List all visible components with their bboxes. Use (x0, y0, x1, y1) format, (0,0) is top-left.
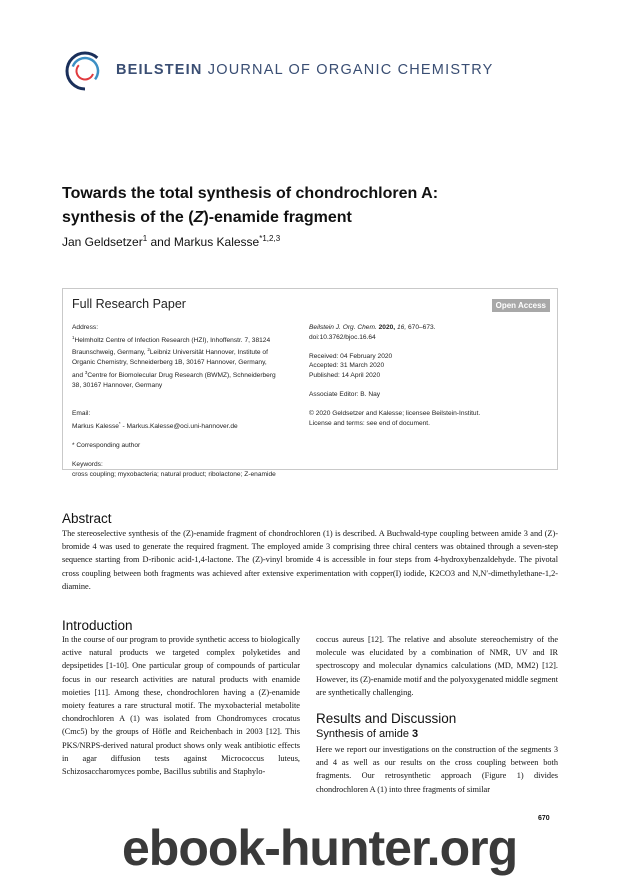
license: License and terms: see end of document. (309, 419, 430, 427)
doi-link[interactable]: doi:10.3762/bjoc.16.64 (309, 333, 376, 341)
abstract-text: The stereoselective synthesis of the (Z)-enamide fragment of chondrochloren (1) is described. A Buchwald-type coupling between amide 3 and (Z)-bromide 4 was used to generate the required fragment. The employed amide 3 comprising three chiral centers was obtained through a seven-step sequence starting from D-ribonic acid-1,4-lactone. The (Z)-vinyl bromide 4 is accessible in four steps from 4-hydroxybenzaldehyde. The pivotal cross coupling between both fragments was achieved after extensive experimentation with copper(I) iodide, K2CO3 and N,N′-dimethylethane-1,2-diamine. (62, 529, 558, 591)
address-line: Helmholtz Centre of Infection Research (HZI), Inhoffenstr. 7, 38124 (74, 336, 271, 344)
introduction-continuation: coccus aureus [12]. The relative and absolute stereochemistry of the molecule was elucidated by a combination of NMR, UV and IR spectroscopy and molecular dynamics calculations (MD, MM2) [12]. However, its (Z)-enamide motif and the polyoxygenated middle segment are synthetically challenging. (316, 635, 558, 697)
affil-sup-2: 2 (147, 347, 150, 353)
affil-sup-1: 1 (72, 334, 75, 340)
watermark: ebook-hunter.org (122, 820, 518, 876)
address-line: 38, 30167 Hannover, Germany (72, 381, 163, 389)
email-name: Markus Kalesse (72, 423, 119, 431)
title-line-2-post: )-enamide fragment (203, 209, 352, 226)
author-2: and Markus Kalesse (147, 235, 260, 249)
introduction-heading: Introduction (62, 618, 133, 633)
journal-name (116, 62, 494, 78)
synthesis-subheading-text: Synthesis of amide (316, 728, 412, 740)
accepted-date: Accepted: 31 March 2020 (309, 362, 385, 370)
citation-volume: 16, (397, 324, 407, 331)
citation (309, 323, 549, 333)
author-1: Jan Geldsetzer (62, 235, 143, 249)
address-label: Address: (72, 324, 99, 331)
email-address-link[interactable]: - Markus.Kalesse@oci.uni-hannover.de (120, 423, 238, 431)
affiliations-column (72, 323, 308, 480)
address (72, 333, 308, 391)
published-date: Published: 14 April 2020 (309, 371, 381, 379)
synthesis-subheading (316, 728, 418, 740)
address-line: and (72, 371, 85, 379)
results-text: Here we report our investigations on the construction of the segments 3 and 4 as well as our results on the cross coupling between both fragments. Our retrosynthetic approach (Figure 1) divides chondrochloren A (1) into three fragments of similar (316, 745, 558, 794)
open-access-badge: Open Access (492, 299, 550, 312)
address-line: Organic Chemistry, Schneiderberg 1B, 30167 Hannover, Germany, (72, 359, 267, 367)
author-list (62, 234, 280, 249)
keywords: cross coupling; myxobacteria; natural product; ribolactone; Z-enamide (72, 471, 276, 479)
synthesis-compound-number: 3 (412, 728, 419, 740)
affil-sup-3: 3 (84, 369, 88, 375)
address-line: Braunschweig, Germany, (72, 349, 148, 357)
author-1-affiliation: 1 (142, 234, 148, 243)
citation-year: 2020, (378, 324, 396, 331)
email-line (72, 419, 308, 432)
email-label: Email: (72, 410, 91, 418)
title-z: Z (193, 209, 204, 226)
journal-name-bold: BEILSTEIN (116, 62, 203, 78)
article-info-box (62, 288, 558, 479)
keywords-label: Keywords: (72, 461, 103, 469)
abstract-heading: Abstract (62, 511, 112, 526)
paper-title (62, 182, 562, 230)
page-number: 670 (538, 815, 550, 822)
citation-journal: Beilstein J. Org. Chem. (309, 324, 377, 331)
address-line: Leibniz Universität Hannover, Institute of (149, 349, 268, 357)
copyright: © 2020 Geldsetzer and Kalesse; licensee Beilstein-Institut. (309, 410, 481, 418)
received-date: Received: 04 February 2020 (309, 352, 393, 360)
journal-logo-icon (64, 50, 106, 92)
associate-editor: Associate Editor: B. Nay (309, 391, 381, 399)
introduction-text: In the course of our program to provide synthetic access to biologically active natural products we targeted complex polyketides and depsipetides [1-10]. One particular group of compounds of particular focus in our research activities are natural products with enamide moieties [11]. Among these, chondrochloren having a (Z)-enamide moiety features a rare structural motif. The myxobacterial metabolite chondrochloren A (1) was isolated from Chondromyces crocatus (Cmc5) by the groups of Höfle and Reichenbach in 2003 [12]. This PKS/NRPS-derived natural product shows only weak antibiotic effects in agar diffusion tests against Micrococcus luteus, Schizosaccharomyces pombe, Bacillus subtilis and Staphylo- (62, 635, 300, 777)
citation-pages: 670–673. (406, 324, 436, 331)
journal-name-rest: JOURNAL OF ORGANIC CHEMISTRY (202, 62, 494, 78)
corresponding-author-note: * Corresponding author (72, 442, 141, 450)
article-type: Full Research Paper (72, 297, 186, 311)
author-2-affiliation: *1,2,3 (259, 234, 281, 243)
results-heading: Results and Discussion (316, 711, 457, 726)
address-line: Centre for Biomolecular Drug Research (BWMZ), Schneiderberg (87, 371, 276, 379)
title-line-2-pre: synthesis of the ( (62, 209, 194, 226)
email-star: * (118, 420, 121, 426)
title-line-1: Towards the total synthesis of chondrochloren A: (62, 185, 439, 202)
publication-details-column (309, 323, 549, 429)
